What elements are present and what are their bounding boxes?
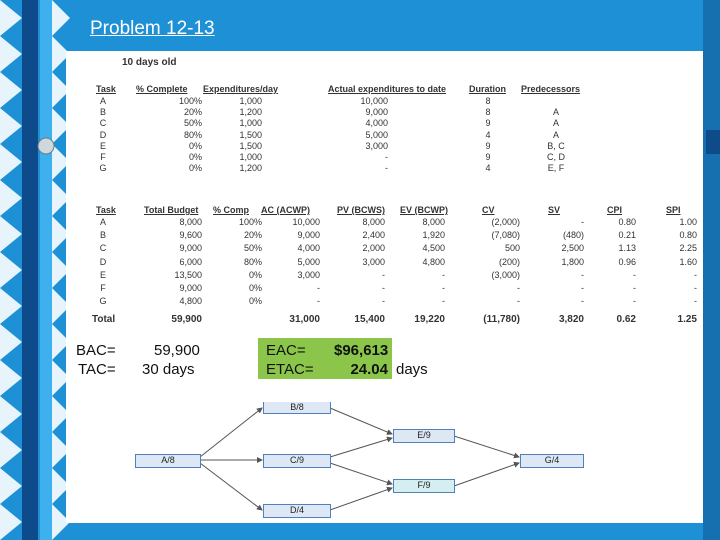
total-sv: 3,820 <box>558 314 584 325</box>
table2-cell: 0% <box>248 283 262 293</box>
t1-header-exp: Expenditures/day <box>203 84 279 94</box>
table2-cell: A <box>99 217 106 227</box>
table2-cell: - <box>633 283 636 293</box>
table2-cell: F <box>100 283 106 293</box>
table2-cell: - <box>442 296 445 307</box>
table2-cell: E <box>99 269 106 280</box>
table2-cell: - <box>633 296 636 307</box>
table2-cell: 50% <box>243 243 262 254</box>
table1-cell: D <box>99 129 107 140</box>
table2-cell: 2,000 <box>362 243 385 254</box>
tac-value: 30 days <box>142 361 195 378</box>
table2-cell: 8,000 <box>362 217 385 227</box>
table2-cell: 80% <box>243 256 262 267</box>
table1-cell: F <box>100 152 106 162</box>
node-g: G/4 <box>520 454 584 468</box>
table2-cell: 100% <box>238 217 262 227</box>
table2-cell: 9,600 <box>179 230 202 241</box>
table2-cell: 4,800 <box>422 256 445 267</box>
table2-cell: - <box>633 269 636 280</box>
table1-cell: 4 <box>485 163 491 174</box>
node-b: B/8 <box>263 402 331 414</box>
table2-cell: 8,000 <box>422 217 445 227</box>
table2-cell: - <box>517 296 520 307</box>
table2-cell: - <box>517 283 520 293</box>
table1-cell: 0% <box>188 163 202 174</box>
table2-cell: - <box>694 269 697 280</box>
edge-c-f <box>330 463 392 484</box>
table1-cell: 10,000 <box>360 96 388 106</box>
t2-header-comp: % Comp <box>213 205 249 215</box>
table2-cell: 0% <box>248 269 262 280</box>
table2-cell: - <box>442 283 445 293</box>
t2-header-pv: PV (BCWS) <box>337 205 385 215</box>
t1-header-duration: Duration <box>469 84 506 94</box>
table2-cell: - <box>694 283 697 293</box>
table2-cell: (2,000) <box>491 217 520 227</box>
table1-cell: 1,500 <box>239 129 262 140</box>
table2-cell: 1.60 <box>679 256 697 267</box>
node-e: E/9 <box>393 429 455 443</box>
table2-cell: 0.80 <box>618 217 636 227</box>
table1-cell: 9 <box>485 140 491 151</box>
edge-e-g <box>454 436 519 457</box>
t2-header-sv: SV <box>548 205 561 215</box>
table2-cell: 20% <box>243 230 262 241</box>
slide-title: Problem 12-13 <box>90 18 215 39</box>
table1-cell: A <box>552 118 559 129</box>
table1-cell: 1,200 <box>239 163 262 174</box>
eac-label: EAC= <box>266 342 306 359</box>
table2-cell: - <box>581 217 584 227</box>
table2-cell: 1.13 <box>618 243 636 254</box>
t1-header-task: Task <box>96 84 116 94</box>
table1-cell: C <box>99 118 107 129</box>
total-spi: 1.25 <box>677 314 697 325</box>
t2-header-task: Task <box>96 205 116 215</box>
t1-header-pct: % Complete <box>136 84 188 94</box>
table1-cell: 4 <box>485 129 491 140</box>
table2-cell: - <box>581 283 584 293</box>
tac-label: TAC= <box>78 361 116 378</box>
table1-cell: E <box>99 140 106 151</box>
table1-cell: 5,000 <box>365 129 388 140</box>
table1-cell: A <box>552 107 559 118</box>
table1-cell: A <box>552 129 559 140</box>
etac-label: ETAC= <box>266 361 314 378</box>
table1-cell: G <box>99 163 107 174</box>
total-budget: 59,900 <box>171 314 202 325</box>
total-ac: 31,000 <box>289 314 320 325</box>
table2-cell: B <box>99 230 106 241</box>
table2-cell: (200) <box>498 256 520 267</box>
spreadsheet-image <box>66 51 703 523</box>
node-d: D/4 <box>263 504 331 518</box>
table2-cell: - <box>382 296 385 307</box>
table1-cell: - <box>385 163 388 174</box>
edge-b-e <box>330 408 392 434</box>
table2-cell: 500 <box>504 243 520 254</box>
table2-cell: 1,920 <box>422 230 445 241</box>
table2-cell: - <box>581 269 584 280</box>
table1-cell: 1,000 <box>239 152 262 162</box>
table1-cell: 9,000 <box>365 107 388 118</box>
table1-cell: 1,000 <box>239 118 262 129</box>
table2-cell: D <box>99 256 107 267</box>
table1-cell: - <box>385 152 388 162</box>
total-ev: 19,220 <box>414 314 445 325</box>
table2-cell: 0% <box>248 296 262 307</box>
t1-header-pred: Predecessors <box>521 84 581 94</box>
table2-cell: 4,800 <box>179 296 202 307</box>
left-decoration <box>0 0 70 540</box>
total-pv: 15,400 <box>354 314 385 325</box>
table2-cell: - <box>694 296 697 307</box>
table1-cell: 80% <box>183 129 202 140</box>
edge-a-b <box>200 408 262 457</box>
table2-cell: - <box>442 269 445 280</box>
table1-cell: E, F <box>547 163 565 174</box>
network-diagram <box>66 51 703 523</box>
total-label: Total <box>92 314 116 325</box>
t1-header-actual: Actual expenditures to date <box>328 84 447 94</box>
t2-header-spi: SPI <box>666 205 681 215</box>
edge-a-d <box>200 463 262 510</box>
table2-cell: 0.80 <box>679 230 697 241</box>
total-cv: (11,780) <box>483 314 520 325</box>
bac-label: BAC= <box>76 342 116 359</box>
table2-cell: 4,000 <box>297 243 320 254</box>
t2-header-ev: EV (BCWP) <box>400 205 448 215</box>
table2-cell: - <box>382 269 385 280</box>
table2-cell: 10,000 <box>292 217 320 227</box>
table1-cell: 1,200 <box>239 107 262 118</box>
table2-cell: - <box>382 283 385 293</box>
etac-unit: days <box>396 361 428 378</box>
table2-cell: 9,000 <box>179 283 202 293</box>
table1-cell: B, C <box>547 140 565 151</box>
table1-cell: 0% <box>188 152 202 162</box>
table1-cell: 0% <box>188 140 202 151</box>
bac-value: 59,900 <box>154 342 200 359</box>
table1-cell: 1,500 <box>239 140 262 151</box>
table1-cell: A <box>99 96 106 106</box>
table2-cell: 3,000 <box>297 269 320 280</box>
table2-cell: 9,000 <box>297 230 320 241</box>
table1-cell: 9 <box>485 152 491 162</box>
table2-cell: 1.00 <box>679 217 697 227</box>
total-cpi: 0.62 <box>616 314 636 325</box>
table2-cell: 13,500 <box>174 269 202 280</box>
table1-cell: 8 <box>485 107 491 118</box>
table2-cell: 6,000 <box>179 256 202 267</box>
table1-cell: 20% <box>183 107 202 118</box>
table2-cell: 8,000 <box>179 217 202 227</box>
etac-value: 24.04 <box>350 361 388 378</box>
table1-cell: 100% <box>178 96 202 106</box>
node-f: F/9 <box>393 479 455 493</box>
table2-cell: 2,400 <box>362 230 385 241</box>
t2-header-budget: Total Budget <box>144 205 199 215</box>
table2-cell: - <box>581 296 584 307</box>
table2-cell: 1,800 <box>561 256 584 267</box>
table2-cell: 2,500 <box>561 243 584 254</box>
table1-cell: 9 <box>485 118 491 129</box>
table1-cell: 8 <box>485 96 491 106</box>
table2-cell: (7,080) <box>491 230 520 241</box>
table2-cell: 2.25 <box>679 243 697 254</box>
table2-cell: 9,000 <box>179 243 202 254</box>
t2-header-ac: AC (ACWP) <box>261 205 310 215</box>
table2-cell: (480) <box>562 230 584 241</box>
eac-value: $96,613 <box>334 342 389 359</box>
t2-header-cpi: CPI <box>607 205 623 215</box>
t2-header-cv: CV <box>482 205 495 215</box>
table2-cell: - <box>317 296 320 307</box>
table2-cell: 5,000 <box>297 256 320 267</box>
table1-cell: B <box>99 107 106 118</box>
table2-cell: 0.21 <box>618 230 636 241</box>
table2-cell: C <box>99 243 107 254</box>
node-a: A/8 <box>135 454 201 468</box>
right-decoration <box>703 0 720 540</box>
table1-cell: 4,000 <box>365 118 388 129</box>
table2-cell: 3,000 <box>362 256 385 267</box>
table1-note: 10 days old <box>122 57 177 68</box>
edge-c-e <box>330 438 392 457</box>
table1-cell: 1,000 <box>239 96 262 106</box>
table1-cell: 50% <box>183 118 202 129</box>
table2-cell: 4,500 <box>422 243 445 254</box>
table1-cell: 3,000 <box>365 140 388 151</box>
table1-cell: C, D <box>547 152 565 162</box>
table2-cell: G <box>99 296 107 307</box>
table2-cell: (3,000) <box>491 269 520 280</box>
edge-d-f <box>330 488 392 510</box>
node-c: C/9 <box>263 454 331 468</box>
table2-cell: - <box>317 283 320 293</box>
edge-f-g <box>454 463 519 486</box>
table2-cell: 0.96 <box>618 256 636 267</box>
